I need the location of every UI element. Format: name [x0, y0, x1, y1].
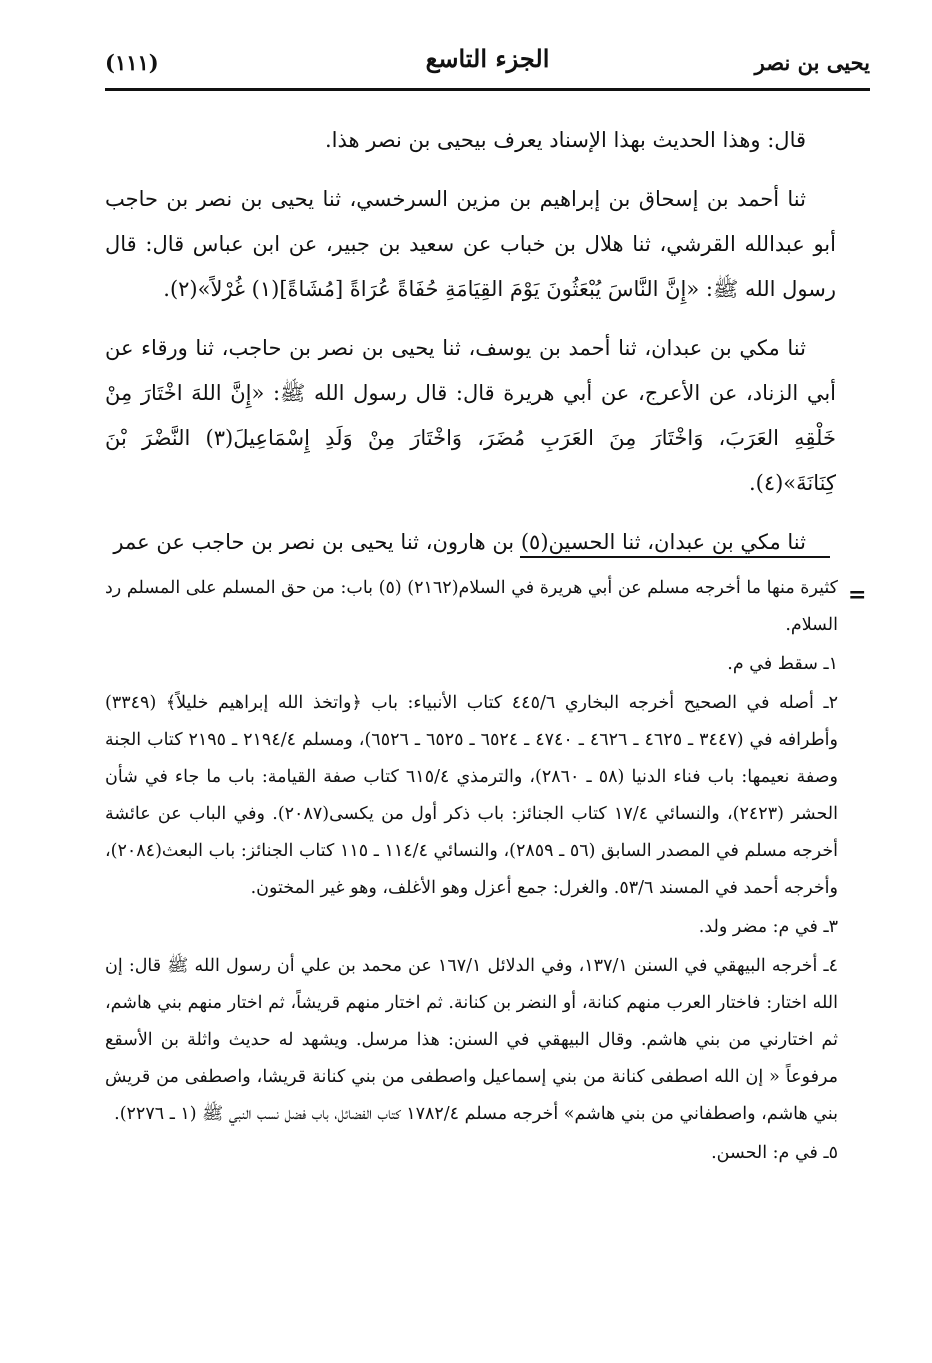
header-divider	[105, 88, 870, 91]
body-paragraph: ثنا مكي بن عبدان، ثنا أحمد بن يوسف، ثنا يحيى بن نصر بن حاجب، ثنا ورقاء عن أبي الزناد، عن الأعرج، عن أبي هريرة قال: قال رسول الله ﷺ: «إِنَّ اللهَ اخْتَارَ مِنْ خَلْقِهِ العَرَبَ، وَاخْتَارَ مِنَ العَرَبِ مُضَرَ، وَاخْتَارَ مِنْ وَلَدِ إِسْمَاعِيلَ(٣) النَّضْرَ بْنَ كِنَانَةَ»(٤).	[105, 336, 836, 495]
page-number: (١١١)	[105, 50, 159, 75]
footnotes	[105, 570, 838, 1174]
body-paragraph: قال: وهذا الحديث بهذا الإسناد يعرف بيحيى بن نصر هذا.	[324, 128, 806, 152]
running-title-volume: الجزء التاسع	[425, 44, 550, 73]
footnote-item: ٥ـ في م: الحسن.	[711, 1143, 838, 1163]
footnote-item: ٢ـ أصله في الصحيح أخرجه البخاري ٤٤٥/٦ كتاب الأنبياء: باب ﴿واتخذ الله إبراهيم خليلاً﴾ (٣٣٤٩) وأطرافه في (٣٤٤٧ ـ ٤٦٢٥ ـ ٤٦٢٦ ـ ٤٧٤٠ ـ ٦٥٢٤ ـ ٦٥٢٥ ـ ٦٥٢٦)، ومسلم ٢١٩٤/٤ ـ ٢١٩٥ كتاب الجنة وصفة نعيمها: باب فناء الدنيا (٥٨ ـ ٢٨٦٠)، والترمذي ٦١٥/٤ كتاب صفة القيامة: باب ما جاء في شأن الحشر (٢٤٢٣)، والنسائي ١٧/٤ كتاب الجنائز: باب ذكر أول من يكسى(٢٠٨٧). وفي الباب عن عائشة أخرجه مسلم في المصدر السابق (٥٦ ـ ٢٨٥٩)، والنسائي ١١٤/٤ ـ ١١٥ كتاب الجنائز: باب البعث(٢٠٨٤)، وأخرجه أحمد في المسند ٥٣/٦. والغرل: جمع أعزل وهو الأغلف، وهو غير المختون.	[105, 693, 839, 898]
footnote-divider	[520, 556, 830, 558]
footnote-item: ٣ـ في م: مضر ولد.	[698, 917, 838, 937]
footnote-continuation-marker: =	[848, 582, 867, 608]
main-text	[105, 118, 836, 579]
footnote-item: كثيرة منها ما أخرجه مسلم عن أبي هريرة في السلام(٢١٦٢) (٥) باب: من حق المسلم على المسلم رد السلام.	[105, 578, 839, 635]
footnote-item: ١ـ سقط في م.	[727, 654, 838, 674]
footnote-item: ٤ـ أخرجه البيهقي في السنن ١٣٧/١، وفي الدلائل ١٦٧/١ عن محمد بن علي أن رسول الله ﷺ قال: إن الله اختار: فاختار العرب منهم كنانة، أو النضر بن كنانة. ثم اختار منهم قريشاً، ثم اختار منهم بني هاشم، ثم اختارني من بني هاشم. وقال البيهقي في السنن: هذا مرسل. ويشهد له حديث واثلة بن الأسقع مرفوعاً « إن الله اصطفى كنانة من بني إسماعيل واصطفى من بني كنانة قريشا، واصطفى من قريش بني هاشم، واصطفاني من بني هاشم» أخرجه مسلم ١٧٨٢/٤ كتاب الفضائل، باب فضل نسب النبي ﷺ (١ ـ ٢٢٧٦).	[105, 956, 838, 1124]
body-paragraph: ثنا مكي بن عبدان، ثنا الحسين(٥) بن هارون، ثنا يحيى بن نصر بن حاجب عن عمر	[113, 530, 806, 554]
running-title-name: يحيى بن نصر	[754, 50, 870, 75]
page-header	[105, 40, 870, 88]
body-paragraph: ثنا أحمد بن إسحاق بن إبراهيم بن مزين السرخسي، ثنا يحيى بن نصر بن حاجب أبو عبدالله القرشي، ثنا هلال بن خباب عن سعيد بن جبير، عن ابن عباس قال: قال رسول الله ﷺ: «إِنَّ النَّاسَ يُبْعَثُونَ يَوْمَ القِيَامَةِ حُفَاةً عُرَاةً [مُشَاةً](١) غُرْلاً»(٢).	[105, 187, 836, 301]
